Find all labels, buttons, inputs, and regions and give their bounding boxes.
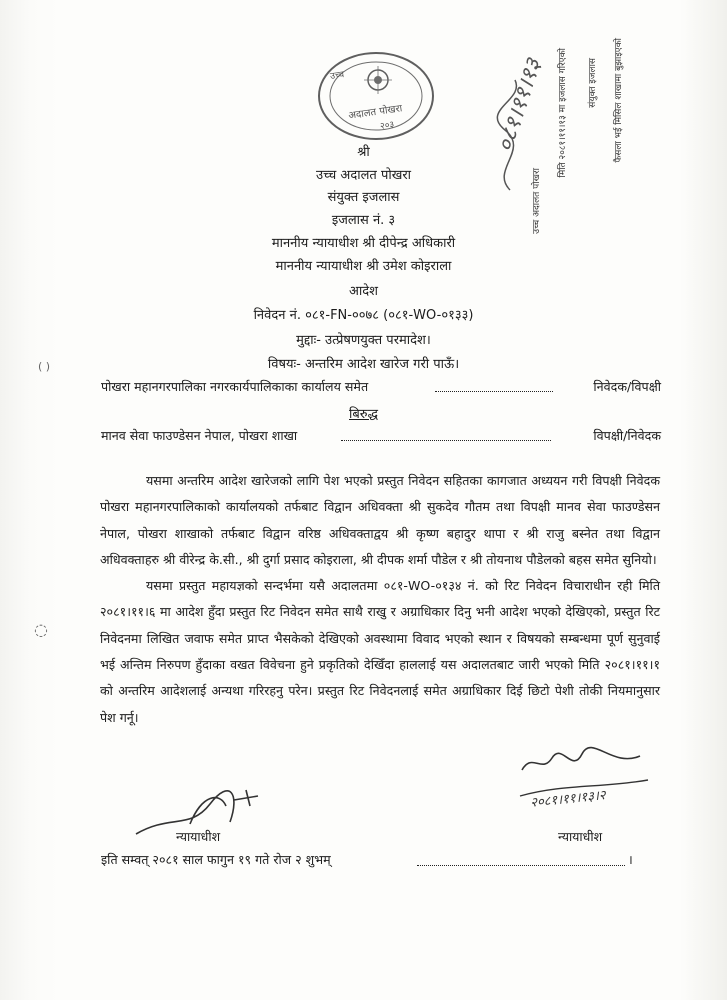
body-paragraph-2: यसमा प्रस्तुत महायज्ञको सन्दर्भमा यसै अदालतमा ०८१-WO-०१३४ नं. को रिट निवेदन विचाराधीन रही मिति २०८१।११।६ मा आदेश हुँदा प्रस्तुत रिट निवेदन समेत साथै राखु र अग्राधिकार दिनु भनी आदेश भएको देखिएको, प्रस्तुत रिट निवेदनमा लिखित जवाफ समेत प्राप्त भैसकेको देखिएको अवस्थामा विवाद भएको स्थान र विषयको सम्बन्धमा पूर्ण सुनुवाई भई अन्तिम निरुपण हुँदाका वखत विवेचना हुने प्रकृतिको देखिँदा हाललाई यस अदालतबाट जारी भएको मिति २०८१।११।१ को अन्तरिम आदेशलाई अन्यथा गरिरहनु परेन। प्रस्तुत रिट निवेदनलाई समेत अग्राधिकार दिई छिटो पेशी तोकी नियमानुसार पेश गर्नू। (100, 578, 660, 725)
versus-text: बिरुद्ध (349, 407, 378, 422)
right-signature-date: २०८१।११।१३।२ (529, 788, 607, 811)
body-paragraph-1: यसमा अन्तरिम आदेश खारेजको लागि पेश भएको प्रस्तुत निवेदन सहितका कागजात अध्ययन गरी विपक्षी निवेदक पोखरा महानगरपालिकाको कार्यालयको तर्फबाट विद्वान अधिवक्ता श्री सुकदेव गौतम तथा विपक्षी मानव सेवा फाउण्डेसन नेपाल, पोखरा शाखाको तर्फबाट विद्वान वरिष्ठ अधिवक्ताद्वय श्री कृष्ण बहादुर थापा र श्री राजु बस्नेत तथा विद्वान अधिवक्ताहरु श्री वीरेन्द्र के.सी., श्री दुर्गा प्रसाद कोइराला, श्री दीपक शर्मा पौडेल र श्री तोयनाथ पौडेलको बहस समेत सुनियो। (100, 473, 660, 567)
petitioner-role: निवेदक/विपक्षी (593, 379, 661, 394)
margin-note: संयुक्त इजलास (588, 58, 598, 108)
case-type: मुद्दाः- उत्प्रेषणयुक्त परमादेश। (296, 333, 431, 348)
versus-label (0, 404, 727, 422)
respondent-row (101, 427, 661, 445)
margin-note: मिति २०८१।११।१३ मा इजलास गरिएको (558, 48, 568, 178)
margin-note: फैसला भई मिसिल शाखामा बुझाइएको (614, 38, 624, 163)
bench-type: संयुक्त इजलास (327, 190, 400, 205)
seal-emblem-icon (320, 54, 432, 138)
seal-number: २०३ (379, 120, 395, 132)
seal-top-text: उच्च (329, 70, 345, 82)
seal-bottom-text: अदालत पोखरा (347, 103, 404, 122)
subject-line: विषयः- अन्तरिम आदेश खारेज गरी पाऊँ। (267, 357, 460, 372)
court-seal (318, 52, 434, 140)
dotted-leader (435, 378, 553, 392)
bench-number: इजलास नं. ३ (331, 213, 396, 228)
judge-2: माननीय न्यायाधीश श्री उमेश कोइराला (275, 259, 452, 274)
petitioner-row (101, 378, 661, 396)
dotted-leader (341, 427, 551, 441)
judge-1: माननीय न्यायाधीश श्री दीपेन्द्र अधिकारी (271, 236, 456, 251)
petition-number: निवेदन नं. ०८१-FN-००७८ (०८१-WO-०१३३) (253, 308, 474, 323)
punch-hole-icon: ( ) (38, 360, 51, 373)
punch-hole-icon: ◌ (34, 620, 48, 639)
petitioner-name: पोखरा महानगरपालिका नगरकार्यपालिकाका कार्यालय समेत (101, 379, 369, 394)
right-judge-label: न्यायाधीश (558, 829, 603, 844)
order-body (100, 468, 660, 731)
respondent-name: मानव सेवा फाउण्डेसन नेपाल, पोखरा शाखा (101, 428, 298, 443)
court-name: उच्च अदालत पोखरा (315, 168, 412, 183)
order-title: आदेश (348, 284, 379, 299)
shree-heading: श्री (357, 145, 370, 160)
margin-note: उच्च अदालत पोखरा (532, 168, 542, 234)
respondent-role: विपक्षी/निवेदक (593, 428, 661, 443)
footer-end: । (628, 852, 633, 867)
footer-text: इति सम्वत् २०८१ साल फागुन १९ गते रोज २ शुभम् (101, 852, 331, 867)
dotted-leader (417, 851, 625, 866)
left-judge-label: न्यायाधीश (176, 829, 221, 844)
handwritten-stamp-number: ०८१।११।१३ (492, 55, 547, 156)
